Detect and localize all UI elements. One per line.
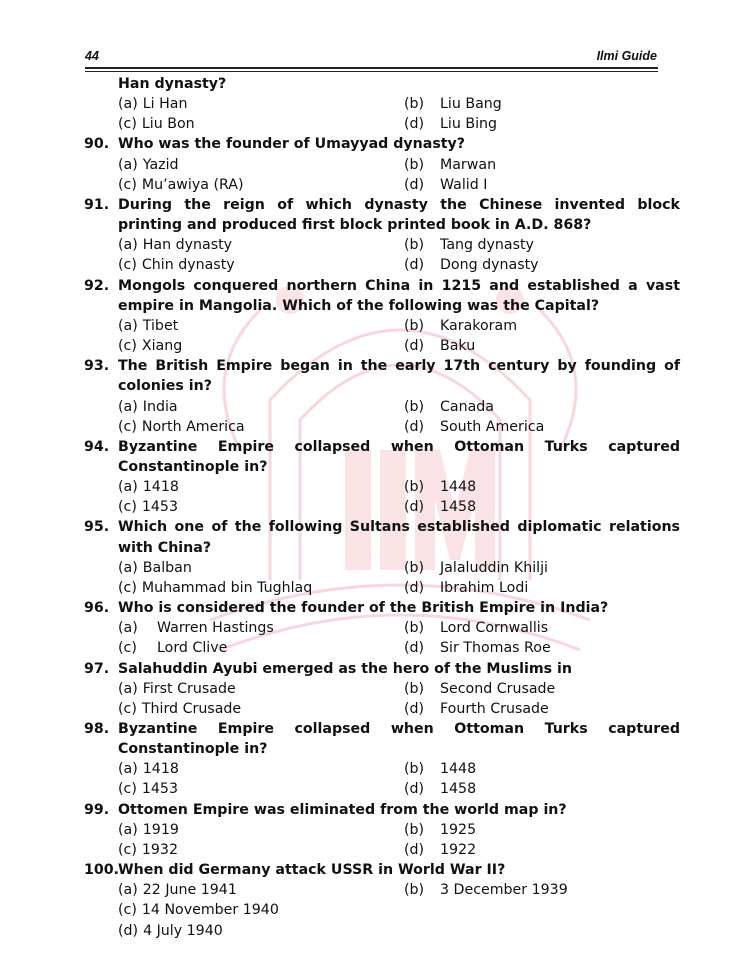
- option-a: (a) Tibet: [118, 317, 179, 334]
- option-b: (b) Karakoram: [404, 317, 518, 334]
- question-text: Mongols conquered northern China in 1215 and established a vast empire in Mangolia. Which of the following was the Capital?: [118, 277, 680, 314]
- question-92: [84, 276, 680, 316]
- option-c: (c) 1932: [118, 841, 178, 858]
- options: [84, 880, 680, 940]
- option-a: (a) Yazid: [118, 156, 179, 173]
- question-number: 99.: [84, 801, 110, 818]
- option-a: (a) Warren Hastings: [118, 620, 274, 637]
- question-99: [84, 800, 680, 820]
- question-text: The British Empire began in the early 17th century by founding of colonies in?: [118, 358, 680, 395]
- option-c: (c) Chin dynasty: [118, 257, 235, 274]
- header-rule-thin: [85, 71, 658, 72]
- option-b: (b) Lord Cornwallis: [404, 620, 549, 637]
- option-c: (c) 1453: [118, 781, 178, 798]
- option-b: (b) Canada: [404, 398, 494, 415]
- page-number: 44: [85, 49, 99, 63]
- question-91: [84, 195, 680, 235]
- options: [84, 759, 680, 799]
- question-number: 97.: [84, 660, 110, 677]
- book-title: Ilmi Guide: [596, 49, 657, 63]
- options: [84, 316, 680, 356]
- option-b: (b) Second Crusade: [404, 680, 556, 697]
- question-number: 92.: [84, 277, 110, 294]
- question-93: [84, 356, 680, 396]
- question-number: 95.: [84, 519, 110, 536]
- option-b: (b) 3 December 1939: [404, 882, 568, 899]
- question-90: [84, 134, 680, 154]
- options: [84, 558, 680, 598]
- options: [84, 155, 680, 195]
- option-d: (d) Fourth Crusade: [404, 700, 549, 717]
- option-b: (b) Marwan: [404, 156, 497, 173]
- question-number: 93.: [84, 358, 110, 375]
- option-a: (a) First Crusade: [118, 680, 236, 697]
- question-95: [84, 517, 680, 557]
- question-number: 100.: [84, 862, 120, 879]
- option-d: (d) 1922: [404, 841, 477, 858]
- option-a: (a) 1418: [118, 479, 179, 496]
- option-d: (d) Sir Thomas Roe: [404, 640, 551, 657]
- question-100: [84, 860, 680, 880]
- question-number: 98.: [84, 721, 110, 737]
- question-text: Who is considered the founder of the British Empire in India?: [118, 600, 609, 617]
- question-list: [84, 74, 680, 941]
- option-a: (a) 1919: [118, 821, 179, 838]
- question-text: Salahuddin Ayubi emerged as the hero of the Muslims in: [118, 660, 572, 677]
- header-rule-thick: [85, 67, 658, 69]
- options: [84, 820, 680, 860]
- question-text: Han dynasty?: [118, 76, 227, 92]
- option-c: (c) 14 November 1940: [118, 902, 279, 919]
- option-d: (d) Dong dynasty: [404, 257, 539, 274]
- question-text: Who was the founder of Umayyad dynasty?: [118, 136, 466, 153]
- option-d: (d) Ibrahim Lodi: [404, 579, 529, 596]
- option-a: (a) Balban: [118, 559, 192, 576]
- option-b: (b) 1448: [404, 761, 477, 778]
- option-a: (a) Han dynasty: [118, 237, 233, 254]
- question-number: 94.: [84, 438, 110, 455]
- question-text: Byzantine Empire collapsed when Ottoman Turks captured Constantinople in?: [118, 721, 680, 758]
- option-b: (b) Jalaluddin Khilji: [404, 559, 548, 576]
- question-96: [84, 598, 680, 618]
- option-a: (a) Li Han: [118, 96, 188, 113]
- question-94: [84, 437, 680, 477]
- option-c: (c) Liu Bon: [118, 116, 195, 133]
- options: [84, 94, 680, 134]
- option-a: (a) 22 June 1941: [118, 882, 237, 899]
- option-c: (c) Muhammad bin Tughlaq: [118, 579, 313, 596]
- question-number: 91.: [84, 196, 110, 213]
- options: [84, 618, 680, 658]
- question-97: [84, 659, 680, 679]
- option-d: (d) South America: [404, 418, 545, 435]
- options: [84, 397, 680, 437]
- option-d: (d) Liu Bing: [404, 116, 498, 133]
- question-continuation: [84, 74, 680, 94]
- option-d: (d) Baku: [404, 338, 476, 355]
- option-d: (d) 1458: [404, 499, 477, 516]
- question-number: 96.: [84, 600, 110, 617]
- option-c: (c) Lord Clive: [118, 640, 228, 657]
- option-d: (d) 4 July 1940: [118, 922, 223, 939]
- question-text: Which one of the following Sultans established diplomatic relations with China?: [118, 519, 680, 556]
- option-c: (c) Third Crusade: [118, 700, 242, 717]
- option-a: (a) 1418: [118, 761, 179, 778]
- question-text: During the reign of which dynasty the Chinese invented block printing and produced first block printed book in A.D. 868?: [118, 196, 680, 234]
- option-c: (c) North America: [118, 418, 245, 435]
- option-b: (b) 1448: [404, 479, 477, 496]
- options: [84, 679, 680, 719]
- option-d: (d) 1458: [404, 781, 477, 798]
- options: [84, 477, 680, 517]
- question-number: 90.: [84, 136, 110, 153]
- option-c: (c) Mu’awiya (RA): [118, 176, 244, 193]
- option-b: (b) Liu Bang: [404, 96, 502, 113]
- option-b: (b) 1925: [404, 821, 477, 838]
- option-c: (c) Xiang: [118, 338, 183, 355]
- question-98: [84, 719, 680, 759]
- option-c: (c) 1453: [118, 499, 178, 516]
- question-text: Ottomen Empire was eliminated from the world map in?: [118, 801, 567, 818]
- page-header: [85, 46, 657, 66]
- question-text: Byzantine Empire collapsed when Ottoman Turks captured Constantinople in?: [118, 438, 680, 475]
- option-d: (d) Walid I: [404, 176, 488, 193]
- options: [84, 235, 680, 275]
- question-text: When did Germany attack USSR in World War II?: [118, 862, 506, 879]
- option-b: (b) Tang dynasty: [404, 237, 534, 254]
- option-a: (a) India: [118, 398, 178, 415]
